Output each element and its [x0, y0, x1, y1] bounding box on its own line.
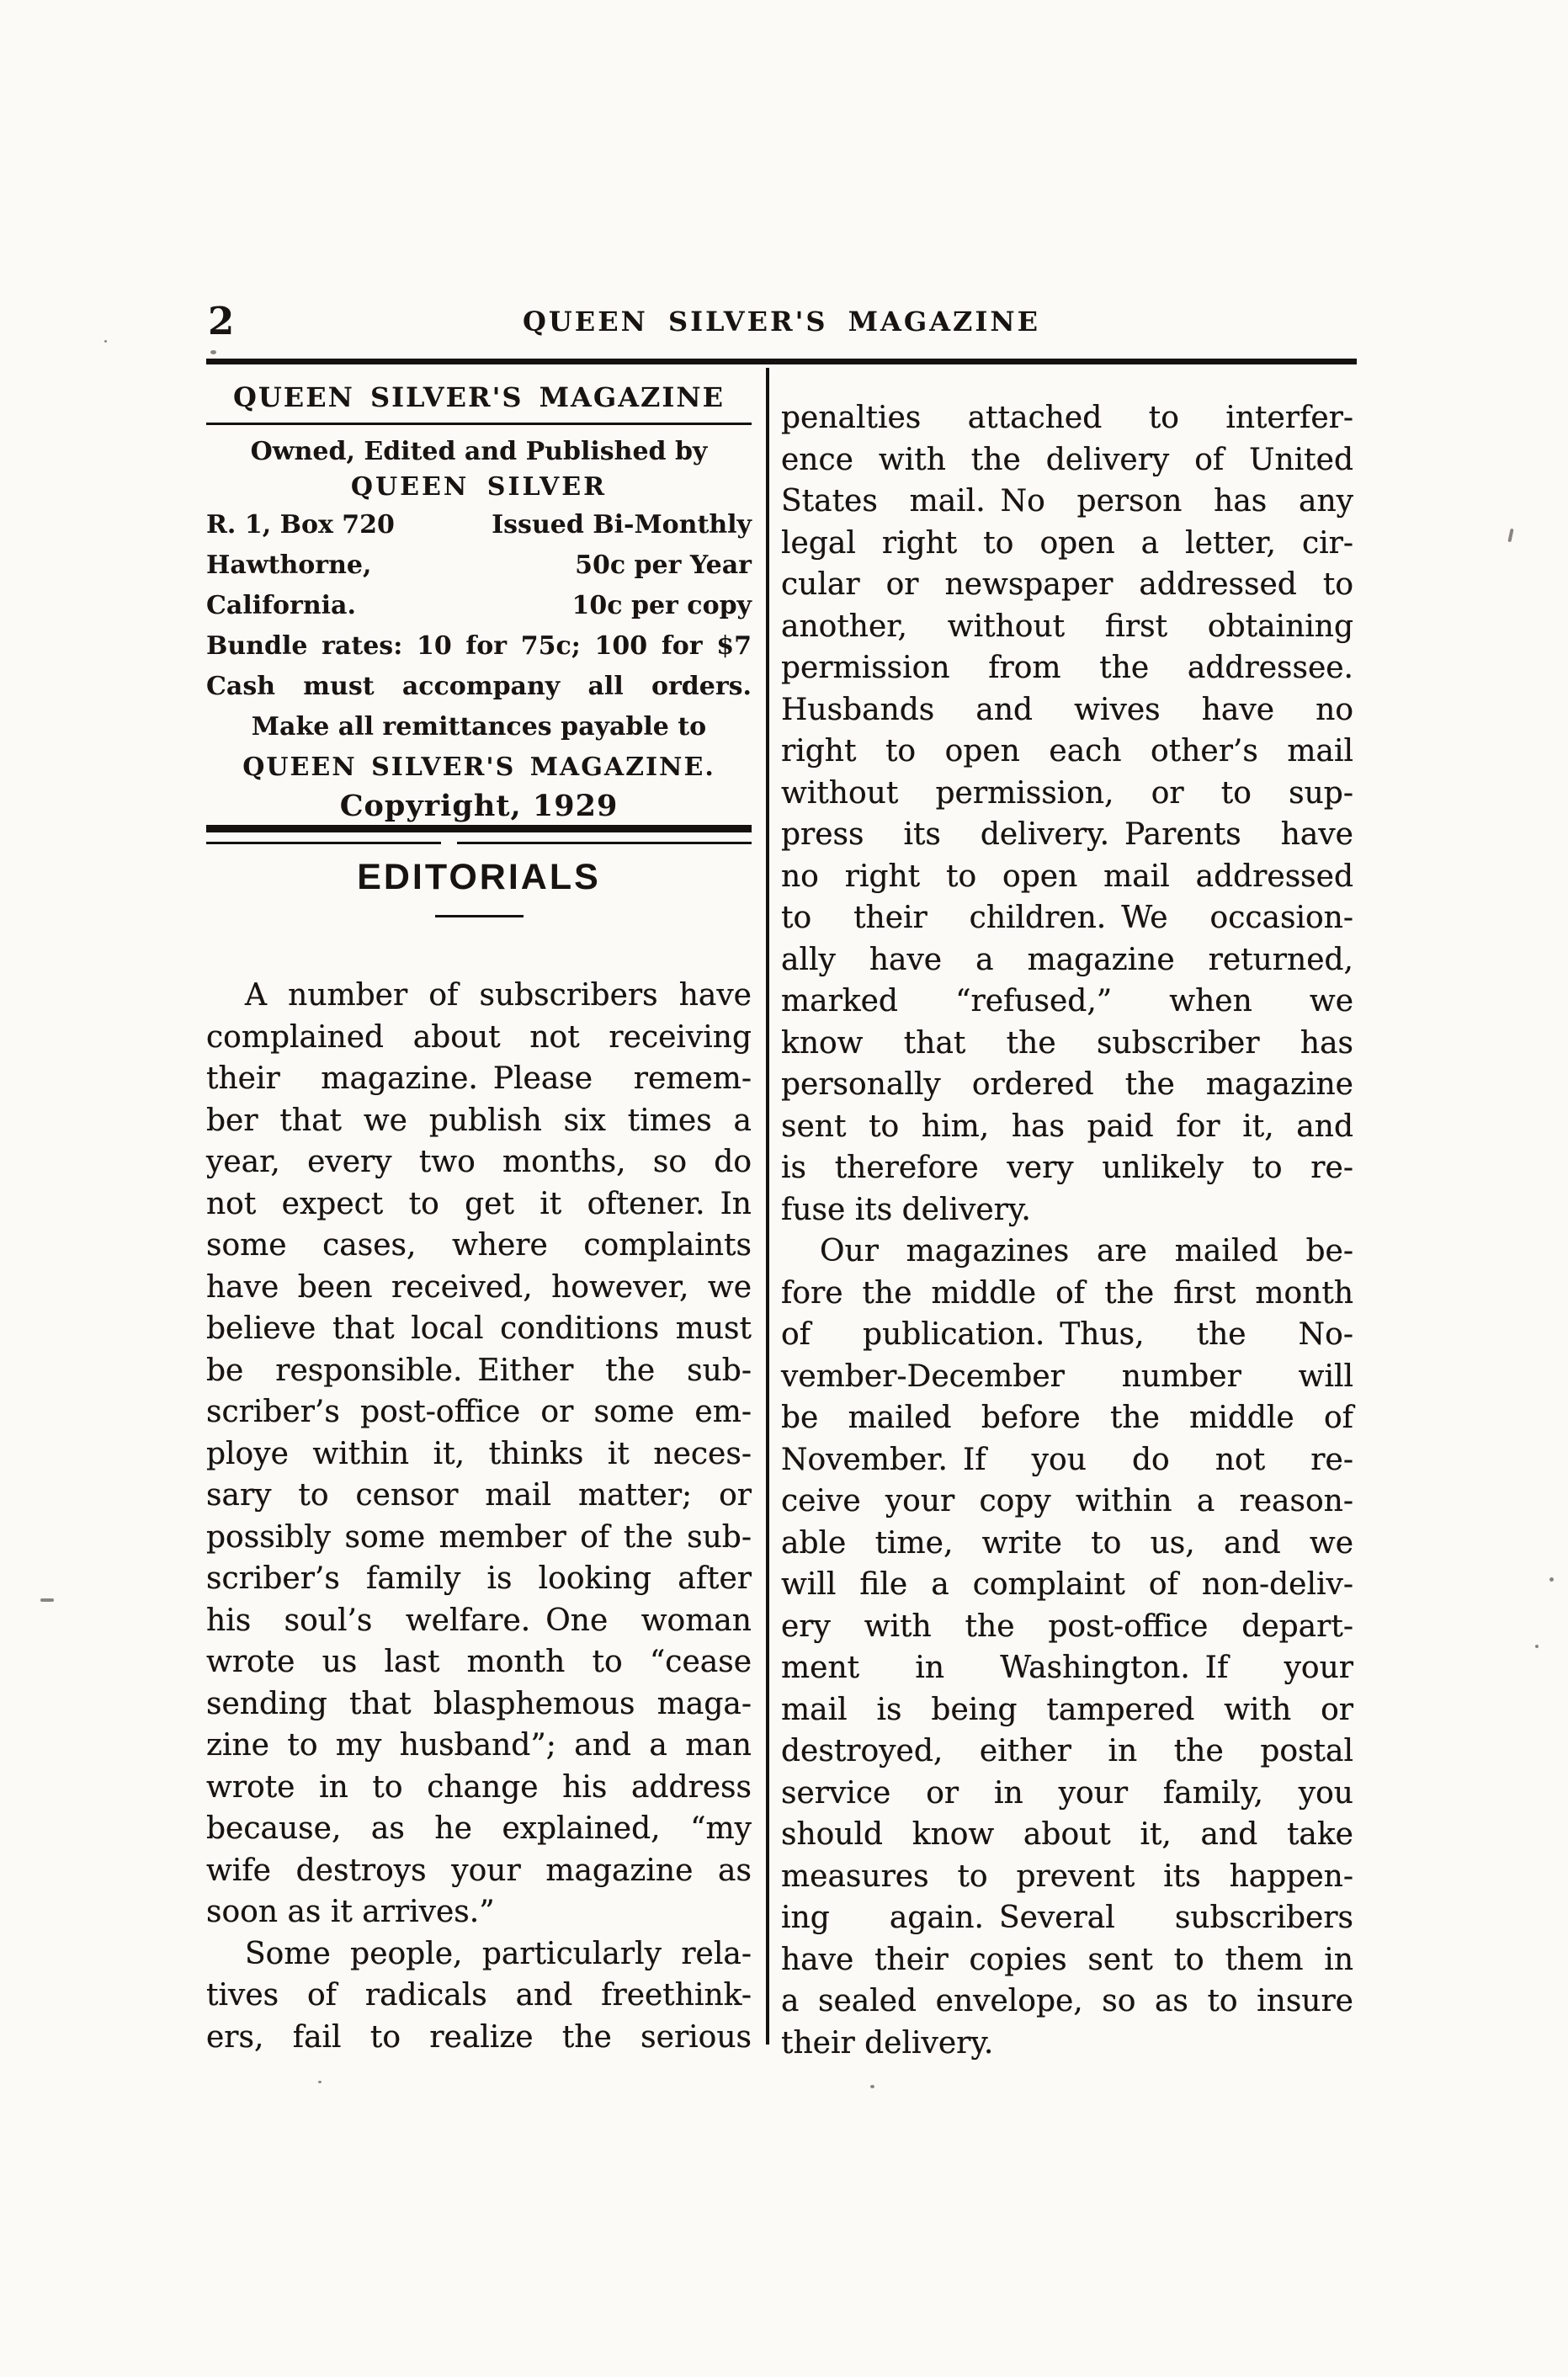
masthead-remittance-payee: QUEEN SILVER'S MAGAZINE.	[242, 752, 715, 782]
text-line: service or in your family, you	[781, 1775, 1353, 1811]
text-line: able time, write to us, and we	[781, 1525, 1353, 1561]
text-line: Our magazines are mailed be-	[820, 1234, 1353, 1268]
text-line: ment in Washington. If your	[781, 1651, 1353, 1685]
text-line: Husbands and wives have no	[781, 692, 1353, 727]
section-divider	[435, 915, 524, 917]
text-line: ally have a magazine returned,	[781, 942, 1353, 977]
text-line: tives of radicals and freethink-	[206, 1978, 752, 2013]
paragraph	[781, 397, 1353, 1231]
text-line: fuse its delivery.	[781, 1192, 1031, 1227]
paragraph	[206, 1933, 752, 2059]
text-line: ber that we publish six times a	[206, 1103, 752, 1138]
text-line: not expect to get it oftener. In	[206, 1186, 752, 1221]
masthead-address-line: R. 1, Box 720	[206, 510, 395, 540]
text-line: of publication. Thus, the No-	[781, 1317, 1353, 1352]
text-line: November. If you do not re-	[781, 1442, 1353, 1477]
text-line: know that the subscriber has	[781, 1025, 1353, 1061]
column-divider-rule	[766, 368, 769, 2045]
text-line: ence with the delivery of United	[781, 442, 1353, 477]
text-line: possibly some member of the sub-	[206, 1519, 752, 1555]
scan-speck	[318, 2081, 322, 2083]
masthead-title: QUEEN SILVER'S MAGAZINE	[233, 381, 725, 413]
text-line: believe that local conditions must	[206, 1311, 752, 1346]
text-line: ceive your copy within a reason-	[781, 1484, 1353, 1518]
masthead-publisher: QUEEN SILVER	[350, 472, 608, 502]
text-line: right to open each other’s mail	[781, 734, 1353, 768]
text-line: wrote in to change his address	[206, 1769, 752, 1805]
text-line: penalties attached to interfer-	[781, 401, 1353, 435]
right-column	[781, 397, 1353, 2064]
scan-speck	[210, 350, 216, 354]
rule-segment	[457, 842, 752, 844]
paragraph	[206, 975, 752, 1933]
text-line: to their children. We occasion-	[781, 901, 1353, 935]
text-line: A number of subscribers have	[245, 978, 752, 1013]
masthead-info-row	[206, 505, 752, 545]
text-line: have their copies sent to them in	[781, 1942, 1353, 1977]
masthead-price-year: 50c per Year	[575, 550, 752, 580]
text-line: some cases, where complaints	[206, 1228, 752, 1263]
text-line: soon as it arrives.”	[206, 1895, 495, 1929]
text-line: without permission, or to sup-	[781, 775, 1353, 811]
text-line: destroyed, either in the postal	[781, 1734, 1353, 1768]
scan-speck	[870, 2085, 874, 2088]
double-rule-thick	[206, 825, 752, 832]
text-line: is therefore very unlikely to re-	[781, 1151, 1353, 1185]
text-line: sary to censor mail matter; or	[206, 1478, 752, 1513]
text-line: mail is being tampered with or	[781, 1692, 1353, 1727]
text-line: scriber’s post-office or some em-	[206, 1395, 752, 1429]
text-line: ery with the post-office depart-	[781, 1609, 1353, 1644]
text-line: vember-December number will	[781, 1359, 1353, 1394]
editorials-heading: EDITORIALS	[357, 857, 601, 897]
text-line: wife destroys your magazine as	[206, 1853, 752, 1888]
text-line: have been received, however, we	[206, 1269, 752, 1305]
masthead-address-line: Hawthorne,	[206, 550, 372, 580]
masthead-cash-notice: Cash must accompany all orders.	[206, 672, 752, 701]
scan-speck	[104, 340, 107, 343]
masthead-bundle-rates: Bundle rates: 10 for 75c; 100 for $7	[206, 631, 752, 661]
rule-segment	[206, 842, 441, 844]
text-line: be mailed before the middle of	[781, 1401, 1353, 1435]
running-head	[206, 300, 1357, 350]
masthead-address-line: California.	[206, 591, 356, 620]
text-line: ers, fail to realize the serious	[206, 2019, 752, 2055]
text-line: States mail. No person has any	[781, 484, 1353, 518]
text-line: because, as he explained, “my	[206, 1811, 752, 1846]
text-line: another, without first obtaining	[781, 609, 1353, 644]
masthead-issue-frequency: Issued Bi-Monthly	[492, 510, 752, 540]
text-line: measures to prevent its happen-	[781, 1859, 1353, 1894]
text-line: ing again. Several subscribers	[781, 1901, 1353, 1935]
text-line: their delivery.	[781, 2025, 994, 2061]
text-line: Some people, particularly rela-	[245, 1936, 752, 1971]
left-column	[206, 380, 752, 2058]
masthead-info-row	[206, 545, 752, 586]
editorials-body	[206, 975, 752, 2058]
text-line: sent to him, has paid for it, and	[781, 1109, 1353, 1144]
text-line: will file a complaint of non-deliv-	[781, 1567, 1353, 1602]
text-line: personally ordered the magazine	[781, 1067, 1353, 1102]
masthead-byline: Owned, Edited and Published by	[250, 437, 708, 466]
paragraph	[781, 1231, 1353, 2064]
text-line: their magazine. Please remem-	[206, 1061, 752, 1096]
text-line: fore the middle of the first month	[781, 1275, 1353, 1311]
text-line: permission from the addressee.	[781, 651, 1353, 685]
masthead-rule	[206, 423, 752, 425]
text-line: year, every two months, so do	[206, 1145, 752, 1179]
text-line: no right to open mail addressed	[781, 859, 1353, 894]
scan-speck	[40, 1598, 54, 1602]
header-rule	[206, 359, 1357, 364]
text-line: cular or newspaper addressed to	[781, 567, 1353, 602]
double-rule-thin	[206, 842, 752, 844]
running-title: QUEEN SILVER'S MAGAZINE	[523, 306, 1040, 338]
text-line: press its delivery. Parents have	[781, 817, 1353, 852]
copyright-line: Copyright, 1929	[339, 789, 619, 823]
text-line: ploye within it, thinks it neces-	[206, 1436, 752, 1471]
text-line: be responsible. Either the sub-	[206, 1353, 752, 1388]
masthead-remittance-line: Make all remittances payable to	[251, 712, 707, 742]
text-line: legal right to open a letter, cir-	[781, 525, 1353, 561]
text-line: sending that blasphemous maga-	[206, 1686, 752, 1721]
rule-gap	[441, 842, 457, 844]
text-line: wrote us last month to “cease	[206, 1645, 752, 1679]
text-line: scriber’s family is looking after	[206, 1561, 752, 1596]
scan-speck	[1535, 1645, 1539, 1648]
text-line: complained about not receiving	[206, 1019, 752, 1055]
text-line: a sealed envelope, so as to insure	[781, 1984, 1353, 2018]
masthead-info-row	[206, 586, 752, 626]
page-number: 2	[208, 299, 235, 343]
text-line: zine to my husband”; and a man	[206, 1728, 752, 1763]
masthead-info-rows	[206, 505, 752, 626]
text-line: his soul’s welfare. One woman	[206, 1603, 752, 1638]
text-line: marked “refused,” when we	[781, 984, 1353, 1018]
masthead-price-copy: 10c per copy	[571, 591, 752, 620]
scan-speck	[1549, 1577, 1554, 1582]
text-line: should know about it, and take	[781, 1817, 1353, 1852]
scan-speck	[1507, 529, 1513, 542]
